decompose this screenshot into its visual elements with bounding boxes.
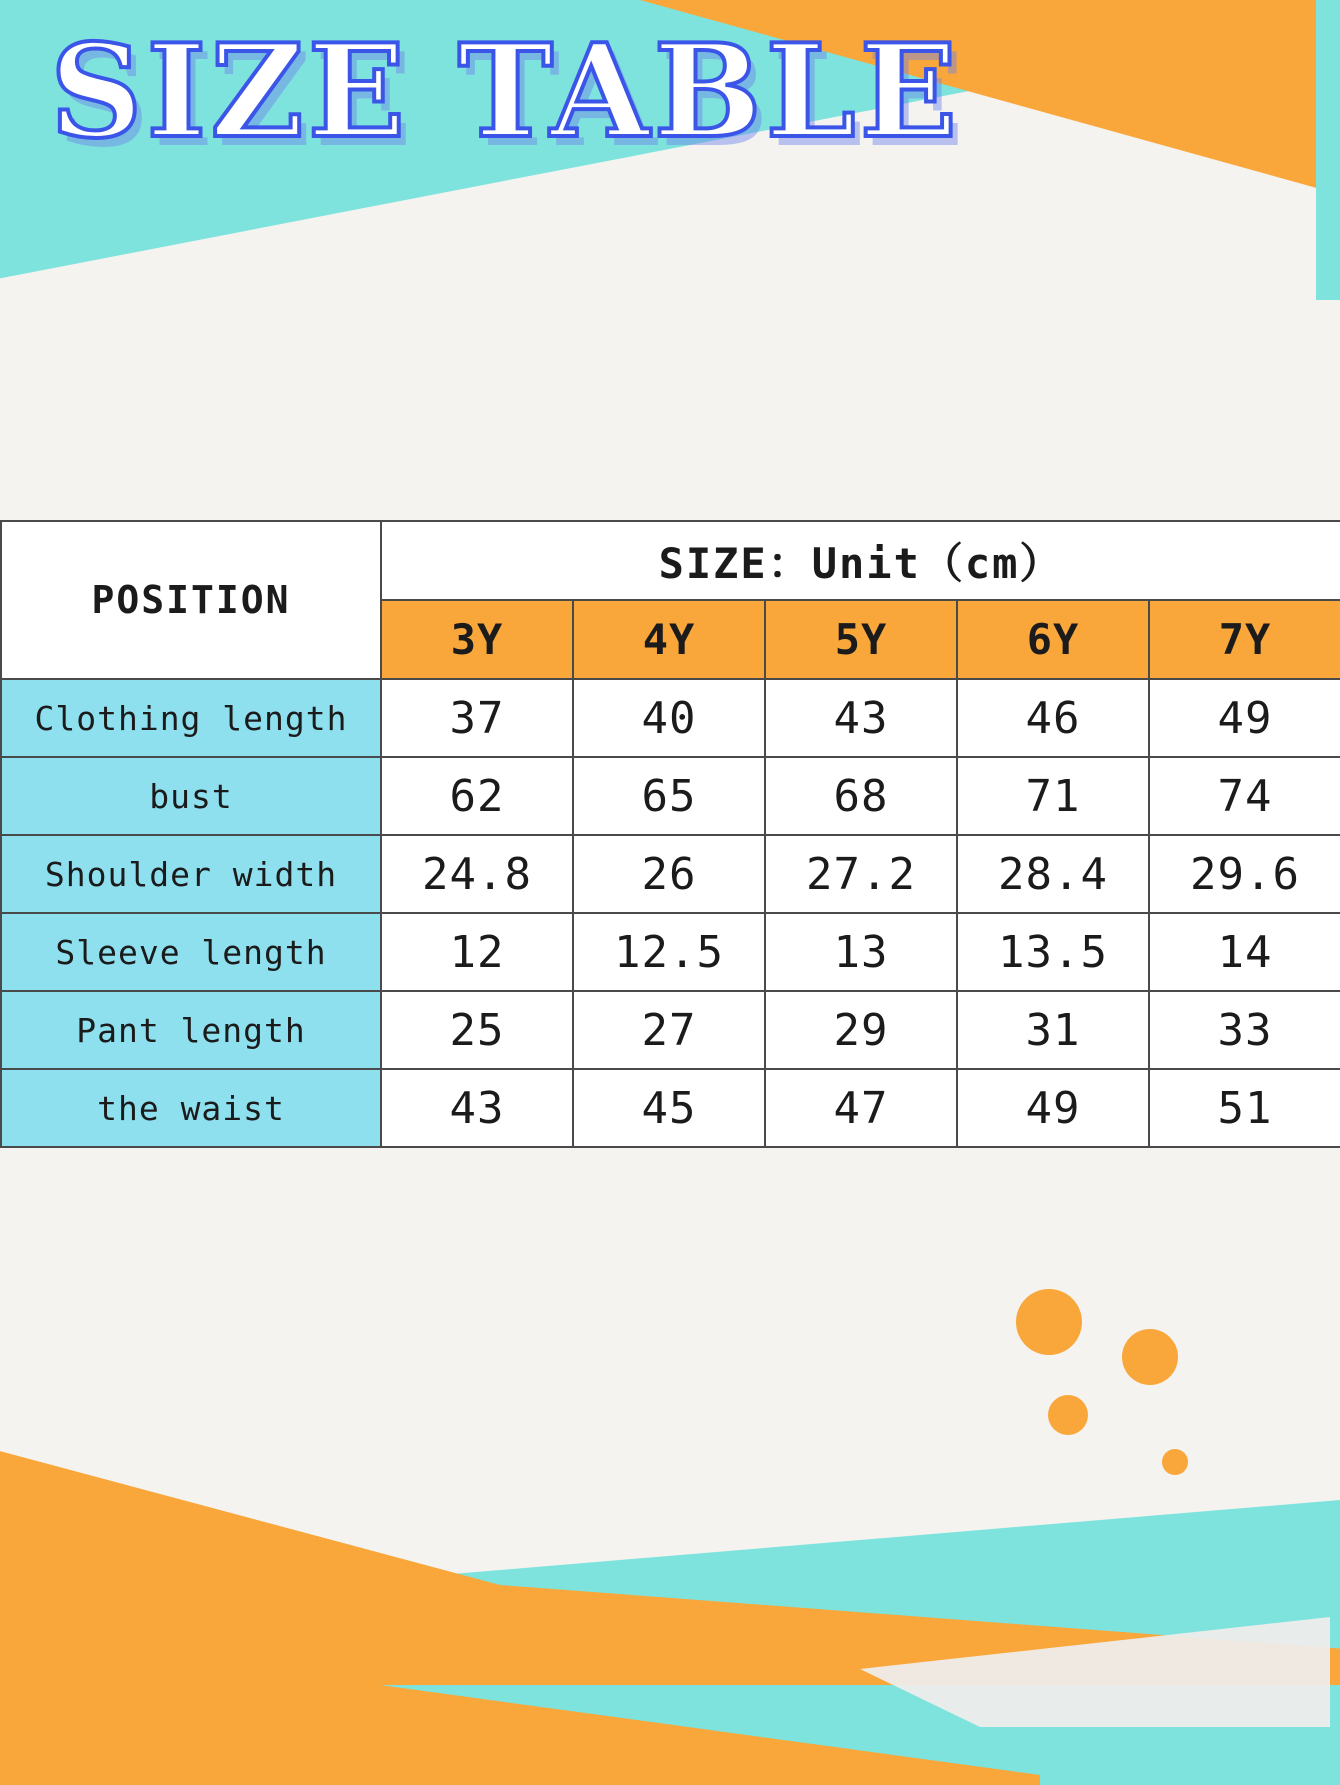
teal-right-strip — [1316, 0, 1340, 300]
row-label-bust: bust — [1, 757, 381, 835]
cell-pant-length-4y: 27 — [573, 991, 765, 1069]
cell-clothing-length-5y: 43 — [765, 679, 957, 757]
header-size-3y: 3Y — [381, 600, 573, 679]
cell-shoulder-width-3y: 24.8 — [381, 835, 573, 913]
cell-the-waist-7y: 51 — [1149, 1069, 1340, 1147]
cell-sleeve-length-7y: 14 — [1149, 913, 1340, 991]
table-header-row-unit — [1, 521, 1340, 600]
cell-sleeve-length-5y: 13 — [765, 913, 957, 991]
cell-the-waist-5y: 47 — [765, 1069, 957, 1147]
cell-pant-length-5y: 29 — [765, 991, 957, 1069]
cell-bust-5y: 68 — [765, 757, 957, 835]
cell-the-waist-6y: 49 — [957, 1069, 1149, 1147]
cell-clothing-length-4y: 40 — [573, 679, 765, 757]
table-row — [1, 835, 1340, 913]
table-row — [1, 913, 1340, 991]
table-row — [1, 1069, 1340, 1147]
cell-shoulder-width-7y: 29.6 — [1149, 835, 1340, 913]
table-row — [1, 991, 1340, 1069]
row-label-the-waist: the waist — [1, 1069, 381, 1147]
cell-pant-length-3y: 25 — [381, 991, 573, 1069]
cell-bust-4y: 65 — [573, 757, 765, 835]
orange-circle-icon — [1016, 1289, 1082, 1355]
cell-clothing-length-7y: 49 — [1149, 679, 1340, 757]
cell-shoulder-width-6y: 28.4 — [957, 835, 1149, 913]
size-table-wrap — [0, 520, 1340, 1148]
cell-bust-7y: 74 — [1149, 757, 1340, 835]
header-unit: SIZE：Unit（cm） — [381, 521, 1340, 600]
cell-sleeve-length-6y: 13.5 — [957, 913, 1149, 991]
orange-circle-icon — [1122, 1329, 1178, 1385]
header-size-6y: 6Y — [957, 600, 1149, 679]
row-label-pant-length: Pant length — [1, 991, 381, 1069]
cell-the-waist-4y: 45 — [573, 1069, 765, 1147]
cell-pant-length-7y: 33 — [1149, 991, 1340, 1069]
orange-circle-icon — [1162, 1449, 1188, 1475]
table-row — [1, 757, 1340, 835]
page-title: SIZE TABLE — [50, 17, 962, 167]
header-size-4y: 4Y — [573, 600, 765, 679]
header-size-7y: 7Y — [1149, 600, 1340, 679]
cell-sleeve-length-3y: 12 — [381, 913, 573, 991]
row-label-sleeve-length: Sleeve length — [1, 913, 381, 991]
header-position: POSITION — [1, 521, 381, 679]
size-table — [0, 520, 1340, 1148]
cell-sleeve-length-4y: 12.5 — [573, 913, 765, 991]
cell-the-waist-3y: 43 — [381, 1069, 573, 1147]
header-size-5y: 5Y — [765, 600, 957, 679]
table-row — [1, 679, 1340, 757]
cell-shoulder-width-4y: 26 — [573, 835, 765, 913]
orange-circle-icon — [1048, 1395, 1088, 1435]
cell-clothing-length-3y: 37 — [381, 679, 573, 757]
cell-pant-length-6y: 31 — [957, 991, 1149, 1069]
cell-bust-6y: 71 — [957, 757, 1149, 835]
row-label-clothing-length: Clothing length — [1, 679, 381, 757]
cell-clothing-length-6y: 46 — [957, 679, 1149, 757]
cell-bust-3y: 62 — [381, 757, 573, 835]
cell-shoulder-width-5y: 27.2 — [765, 835, 957, 913]
row-label-shoulder-width: Shoulder width — [1, 835, 381, 913]
